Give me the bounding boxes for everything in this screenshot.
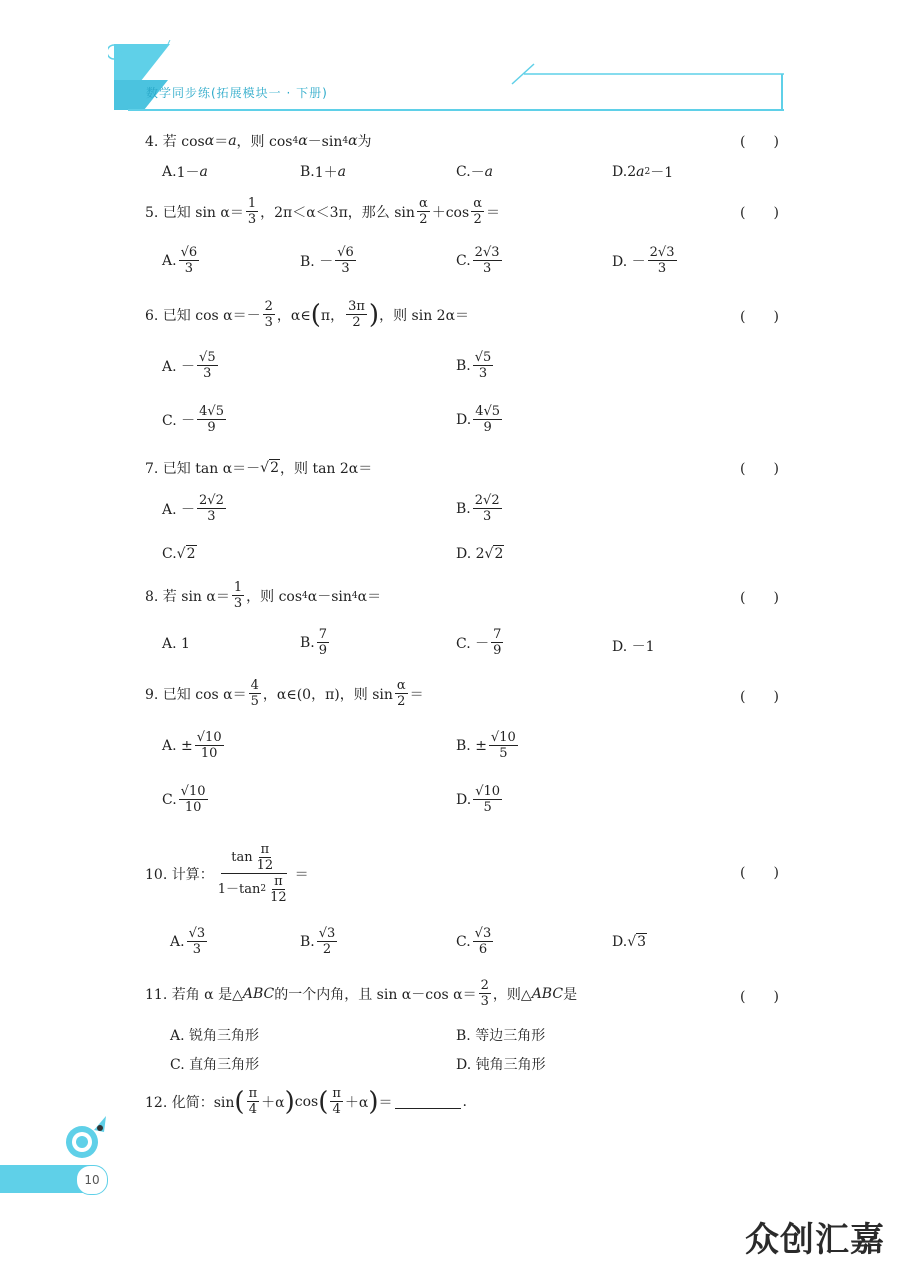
fraction [648, 245, 677, 276]
q6-option-c [162, 404, 228, 435]
q9-option-a [162, 730, 226, 761]
mascot-icon [60, 1110, 116, 1166]
q11-option-a: A. 锐角三角形 [170, 1028, 260, 1044]
q11-text: 11. 若角 α 是△ [145, 986, 243, 1003]
frac-num: α [418, 196, 428, 211]
opt-label: A. [162, 252, 177, 269]
q4-var: α [204, 133, 215, 149]
opt-label: C. － [162, 412, 196, 429]
question-5 [145, 196, 500, 227]
frac-num: 4√5 [199, 404, 224, 419]
fraction [473, 404, 502, 435]
header-banner [108, 40, 784, 112]
q7-text: ，则 tan 2α＝ [280, 461, 373, 477]
q4-text: －sin [307, 134, 343, 150]
paren-right: ) [284, 1086, 295, 1117]
sqrt: √3 [627, 934, 647, 950]
opt-label: D. －1 [612, 639, 655, 655]
frac-den: 10 [200, 746, 218, 761]
q8-option-c [456, 627, 505, 658]
radicand: 2 [494, 546, 504, 562]
question-7 [145, 458, 372, 478]
frac-den: 5 [499, 746, 508, 761]
q4-var: a [228, 133, 237, 149]
opt-label: C. [456, 933, 471, 950]
q12-text: 12. 化简：sin [145, 1094, 235, 1111]
fraction [473, 350, 494, 381]
frac-num: π [332, 1086, 341, 1101]
fraction [479, 978, 491, 1009]
answer-bracket: ( ) [740, 205, 779, 221]
fraction [317, 926, 338, 957]
q5-text: ＝ [485, 204, 500, 221]
opt-label: A. － [162, 501, 196, 518]
opt-label: C. [162, 546, 177, 562]
q12-text: cos [294, 1093, 319, 1110]
opt-val: 2 [627, 164, 637, 180]
paren-left: ( [318, 1086, 329, 1117]
frac-den: 9 [318, 643, 328, 658]
q4-option-d [612, 162, 673, 182]
fraction [179, 784, 208, 815]
q10-text: 10. 计算： [145, 866, 214, 883]
q6-text: ，则 sin 2α＝ [379, 307, 470, 324]
radicand: 5 [491, 404, 501, 419]
q11-text: ，则△ [492, 986, 532, 1003]
frac-num: √6 [337, 245, 354, 260]
q4-option-a [162, 162, 208, 182]
fraction [197, 404, 226, 435]
frac-num: 4√5 [475, 404, 501, 419]
opt-label: C. [162, 791, 177, 808]
frac-den: 12 [270, 890, 287, 905]
fraction [263, 299, 275, 330]
q11-text: 是 [563, 986, 578, 1003]
radicand: 2 [270, 460, 279, 476]
opt-label: A. ± [162, 737, 193, 754]
q11-option-b: B. 等边三角形 [456, 1028, 546, 1044]
frac-den: 3 [657, 261, 667, 276]
q4-var: α [348, 133, 358, 149]
frac-den: 3 [478, 366, 488, 381]
frac-den: 9 [493, 643, 502, 658]
q8-exp: 4 [302, 590, 308, 601]
q9-option-b [456, 730, 520, 761]
frac-den: 3 [482, 261, 492, 276]
q9-text: 9. 已知 cos α＝ [145, 686, 247, 703]
q8-text: α＝ [357, 588, 382, 605]
q10-option-b [300, 926, 339, 957]
q5-option-c [456, 245, 504, 276]
frac-den: 3 [341, 261, 350, 276]
q6-text: 6. 已知 cos α＝－ [145, 307, 261, 324]
opt-label: A. － [162, 358, 196, 375]
fraction [255, 842, 276, 873]
page-number: 10 [76, 1165, 108, 1195]
q7-option-b [456, 493, 504, 524]
frac-num: π [274, 874, 283, 889]
q10-exp: 2 [260, 884, 267, 894]
frac-num: 2√2 [474, 493, 500, 508]
frac-num: 2√2 [199, 493, 224, 508]
answer-bracket: ( ) [740, 590, 779, 606]
coef: 4 [199, 404, 208, 419]
radicand: 3 [196, 926, 206, 941]
radicand: 2 [215, 493, 224, 508]
sqrt: √2 [260, 460, 279, 476]
opt-val: 1＋ [314, 165, 338, 181]
opt-label: D. [612, 164, 628, 180]
q7-option-a [162, 493, 228, 524]
frac-num: √10 [196, 730, 222, 745]
radicand: 5 [215, 404, 224, 419]
opt-label: A. [170, 933, 185, 950]
opt-label: D. [612, 934, 628, 950]
coef: 2 [199, 493, 208, 508]
frac-den: 9 [207, 420, 216, 435]
frac-num: 3π [348, 299, 365, 314]
frac-num: √5 [199, 350, 216, 365]
q11-option-d: D. 钝角三角形 [456, 1057, 546, 1073]
frac-den: 3 [207, 509, 216, 524]
q6-option-a [162, 350, 220, 381]
frac-num: √10 [475, 784, 501, 799]
frac-num: √3 [188, 926, 206, 941]
frac-den: 5 [483, 800, 492, 815]
frac-den: 3 [233, 596, 243, 611]
frac-den: 3 [247, 212, 257, 227]
frac-num: √6 [180, 245, 198, 260]
q8-option-b [300, 627, 331, 658]
question-6 [145, 299, 469, 330]
frac-den: 4 [248, 1102, 257, 1117]
fraction [187, 926, 208, 957]
q7-text: 7. 已知 tan α＝－ [145, 461, 261, 477]
opt-label: C. － [456, 635, 490, 652]
q7-option-d [456, 546, 504, 562]
frac-den: 3 [192, 942, 201, 957]
frac-num: 1 [247, 196, 257, 211]
frac-num: √10 [180, 784, 206, 799]
frac-den: 10 [184, 800, 202, 815]
radicand: 5 [207, 350, 216, 365]
frac-den: 2 [419, 212, 428, 227]
frac-den [216, 874, 293, 905]
q11-text: 的一个内角，且 sin α－cos α＝ [274, 986, 477, 1003]
q9-option-d [456, 784, 504, 815]
radicand: 6 [188, 245, 198, 260]
q6-text: ，α∈ [276, 307, 311, 324]
coef: 4 [475, 404, 484, 419]
q11-var: ABC [531, 985, 564, 1002]
q4-option-b [300, 162, 346, 182]
q11-var: ABC [242, 985, 275, 1002]
opt-label: B. [300, 933, 315, 950]
q12-text: . [462, 1093, 467, 1110]
fraction [417, 196, 430, 227]
opt-label: C. [456, 252, 471, 269]
frac-den: 3 [264, 315, 273, 330]
frac-den: 5 [250, 694, 259, 709]
q5-text: ，2π＜α＜3π，那么 sin [260, 204, 415, 221]
frac-den: 3 [203, 366, 212, 381]
fraction [489, 730, 518, 761]
q4-text: ＝ [214, 134, 229, 150]
frac-num: 7 [493, 627, 502, 642]
fraction [395, 678, 408, 709]
q12-text: ＝ [378, 1094, 393, 1111]
fraction [335, 245, 356, 276]
question-8 [145, 580, 381, 611]
frac-num: π [260, 842, 270, 857]
opt-val: － [470, 165, 485, 181]
frac-num: 2√3 [474, 245, 500, 260]
fraction [491, 627, 503, 658]
frac-den: 2 [397, 694, 406, 709]
frac-den: 4 [332, 1102, 341, 1117]
fraction [473, 245, 502, 276]
q4-text: 4. 若 cos [145, 134, 205, 150]
fraction [249, 678, 261, 709]
paren-right: ) [368, 1086, 379, 1117]
opt-label: A. [162, 164, 177, 180]
header-title: 数学同步练(拓展模块一 · 下册) [146, 86, 328, 100]
opt-var: a [636, 164, 645, 180]
answer-blank[interactable] [395, 1094, 461, 1109]
q10-text: tan [231, 850, 253, 865]
radicand: 3 [482, 926, 492, 941]
radicand: 3 [327, 926, 336, 941]
frac-num: 2 [480, 978, 489, 993]
q10-text: 1－tan [217, 882, 261, 897]
opt-label: B. [456, 357, 471, 374]
frac-den: 9 [483, 420, 492, 435]
frac-num: 2√3 [649, 245, 675, 260]
q6-text: π， [320, 307, 345, 324]
fraction [197, 493, 226, 524]
opt-label: B. ± [456, 737, 487, 754]
question-12 [145, 1086, 467, 1117]
q5-option-d [612, 245, 679, 276]
question-10 [145, 842, 309, 905]
q4-exp: 4 [342, 136, 349, 146]
fraction [197, 350, 218, 381]
opt-label: D. 2 [456, 546, 485, 562]
fraction [232, 580, 244, 611]
fraction [195, 730, 224, 761]
fraction [216, 842, 293, 905]
radicand: 10 [205, 730, 222, 745]
q10-option-a [170, 926, 209, 957]
answer-bracket: ( ) [740, 865, 779, 881]
opt-label: D. [456, 411, 472, 428]
frac-den: 3 [480, 994, 489, 1009]
frac-num: α [396, 678, 406, 693]
opt-exp: 2 [644, 167, 651, 177]
q8-text: ，则 cos [246, 588, 303, 605]
answer-bracket: ( ) [740, 689, 779, 705]
radicand: 10 [188, 784, 206, 799]
frac-den: 3 [184, 261, 193, 276]
opt-label: B. [300, 634, 315, 651]
fraction [317, 627, 329, 658]
frac-den: 2 [473, 212, 482, 227]
frac-den: 2 [352, 315, 361, 330]
q4-exp: 4 [292, 136, 299, 146]
paren-left: ( [310, 299, 321, 330]
frac-den: 6 [478, 942, 488, 957]
frac-num: √5 [474, 350, 492, 365]
opt-var: a [337, 164, 347, 180]
q10-text: ＝ [294, 866, 309, 883]
q9-option-c [162, 784, 210, 815]
fraction [471, 196, 484, 227]
radicand: 2 [491, 493, 500, 508]
frac-num: α [473, 196, 482, 211]
fraction [268, 874, 289, 905]
frac-den: 2 [322, 942, 332, 957]
frac-num: 4 [250, 678, 259, 693]
sqrt: √2 [176, 546, 196, 562]
q12-text: ＋α [261, 1094, 285, 1111]
frac-den: 3 [483, 509, 492, 524]
radicand: 3 [637, 934, 647, 950]
frac-num: 1 [233, 580, 243, 595]
radicand: 5 [483, 350, 492, 365]
q8-option-a [162, 636, 190, 652]
answer-bracket: ( ) [740, 309, 779, 325]
opt-label: B. － [300, 253, 334, 270]
coef: 2 [649, 245, 658, 260]
q5-option-b [300, 245, 358, 276]
opt-label: B. [456, 500, 471, 517]
fraction [330, 1086, 343, 1117]
q8-exp: 4 [351, 590, 358, 601]
opt-label: A. 1 [162, 636, 190, 652]
question-9 [145, 678, 424, 709]
radicand: 10 [499, 730, 516, 745]
q8-option-d [612, 636, 655, 656]
q4-var: α [298, 133, 308, 149]
opt-val: －1 [650, 165, 674, 181]
q10-option-d [612, 934, 647, 950]
opt-val: 1－ [176, 165, 200, 181]
q8-text: α－sin [307, 588, 352, 605]
q6-option-b [456, 350, 495, 381]
coef: 2 [474, 245, 483, 260]
radicand: 3 [491, 245, 500, 260]
opt-var: a [199, 164, 208, 180]
q10-option-c [456, 926, 495, 957]
paren-left: ( [234, 1086, 245, 1117]
frac-num: 7 [318, 627, 328, 642]
frac-num: 2 [264, 299, 273, 314]
fraction [473, 926, 494, 957]
answer-bracket: ( ) [740, 989, 779, 1005]
question-4 [145, 131, 372, 151]
opt-label: D. [456, 791, 472, 808]
paren-right: ) [368, 299, 380, 330]
opt-label: C. [456, 164, 471, 180]
q11-option-c: C. 直角三角形 [170, 1057, 260, 1073]
fraction [246, 196, 258, 227]
q8-text: 8. 若 sin α＝ [145, 588, 230, 605]
radicand: 10 [483, 784, 501, 799]
fraction [346, 299, 367, 330]
q4-text: 为 [357, 134, 372, 150]
answer-bracket: ( ) [740, 461, 779, 477]
question-11 [145, 978, 577, 1009]
frac-num: √10 [490, 730, 516, 745]
frac-den: 12 [256, 858, 274, 873]
q5-text: 5. 已知 sin α＝ [145, 204, 244, 221]
frac-num: √3 [318, 926, 336, 941]
radicand: 2 [186, 546, 196, 562]
q5-option-a [162, 245, 201, 276]
opt-label: B. [300, 164, 315, 180]
opt-var: a [484, 164, 494, 180]
q9-text: ＝ [409, 686, 424, 703]
fraction [473, 784, 502, 815]
coef: 2 [474, 493, 484, 508]
watermark-logo: 众创汇嘉 [745, 1220, 885, 1260]
opt-label: D. － [612, 253, 646, 270]
radicand: 3 [666, 245, 675, 260]
q12-text: ＋α [344, 1094, 369, 1111]
q5-text: ＋cos [431, 204, 470, 221]
frac-num: π [248, 1086, 258, 1101]
frac-num: √3 [474, 926, 492, 941]
radicand: 6 [345, 245, 354, 260]
q4-text: ，则 cos [236, 134, 293, 150]
q6-option-d [456, 404, 504, 435]
fraction [179, 245, 200, 276]
frac-num [221, 842, 287, 874]
q9-text: ，α∈(0，π)，则 sin [262, 686, 393, 703]
sqrt: √2 [484, 546, 504, 562]
fraction [473, 493, 502, 524]
answer-bracket: ( ) [740, 134, 779, 150]
fraction [247, 1086, 260, 1117]
q4-option-c [456, 162, 493, 182]
q7-option-c [162, 546, 197, 562]
